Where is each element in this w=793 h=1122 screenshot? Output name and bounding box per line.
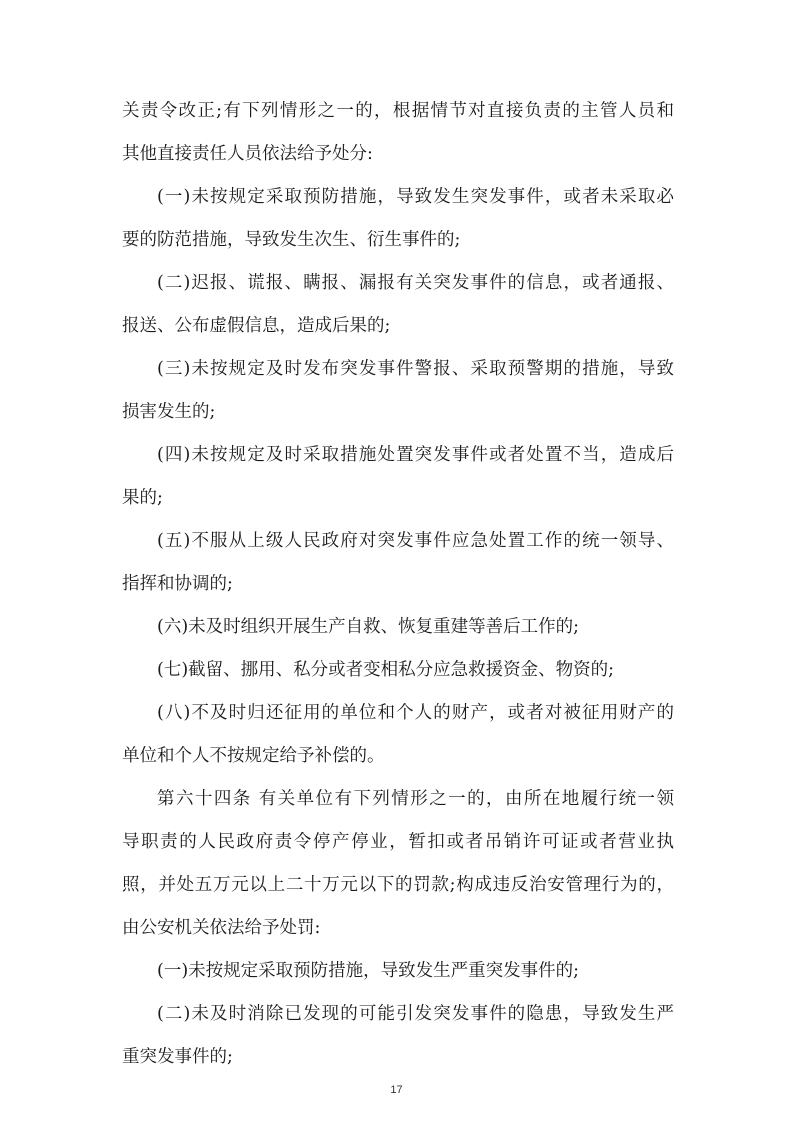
text-line: (四)未按规定及时采取措施处置突发事件或者处置不当，造成后	[157, 445, 674, 465]
article-heading-line: 第六十四条 有关单位有下列情形之一的，由所在地履行统一领	[157, 789, 674, 809]
text-line: 照，并处五万元以上二十万元以下的罚款;构成违反治安管理行为的，	[122, 875, 674, 895]
text-line: 导职责的人民政府责令停产停业，暂扣或者吊销许可证或者营业执	[122, 832, 674, 852]
text-line: 报送、公布虚假信息，造成后果的;	[122, 316, 391, 336]
text-line: (八)不及时归还征用的单位和个人的财产，或者对被征用财产的	[157, 703, 674, 723]
text-line: 单位和个人不按规定给予补偿的。	[122, 746, 385, 766]
text-line: (六)未及时组织开展生产自救、恢复重建等善后工作的;	[157, 617, 580, 637]
text-line: (三)未按规定及时发布突发事件警报、采取预警期的措施，导致	[157, 359, 674, 379]
text-line: 损害发生的;	[122, 402, 216, 422]
text-line: 要的防范措施，导致发生次生、衍生事件的;	[122, 230, 461, 250]
text-line: 重突发事件的;	[122, 1047, 233, 1067]
text-line: 指挥和协调的;	[122, 574, 233, 594]
text-line: (七)截留、挪用、私分或者变相私分应急救援资金、物资的;	[157, 660, 615, 680]
text-line: 其他直接责任人员依法给予处分:	[122, 144, 373, 164]
text-line: 由公安机关依法给予处罚:	[122, 918, 321, 938]
text-line: 关责令改正;有下列情形之一的，根据情节对直接负责的主管人员和	[122, 101, 674, 121]
text-line: (一)未按规定采取预防措施，导致发生严重突发事件的;	[157, 961, 580, 981]
text-line: (二)未及时消除已发现的可能引发突发事件的隐患，导致发生严	[157, 1004, 674, 1024]
page-number: 17	[390, 1084, 403, 1096]
text-line: (二)迟报、谎报、瞒报、漏报有关突发事件的信息，或者通报、	[157, 273, 674, 293]
text-line: (五)不服从上级人民政府对突发事件应急处置工作的统一领导、	[157, 531, 674, 551]
text-line: 果的;	[122, 488, 163, 508]
text-line: (一)未按规定采取预防措施，导致发生突发事件，或者未采取必	[157, 187, 674, 207]
